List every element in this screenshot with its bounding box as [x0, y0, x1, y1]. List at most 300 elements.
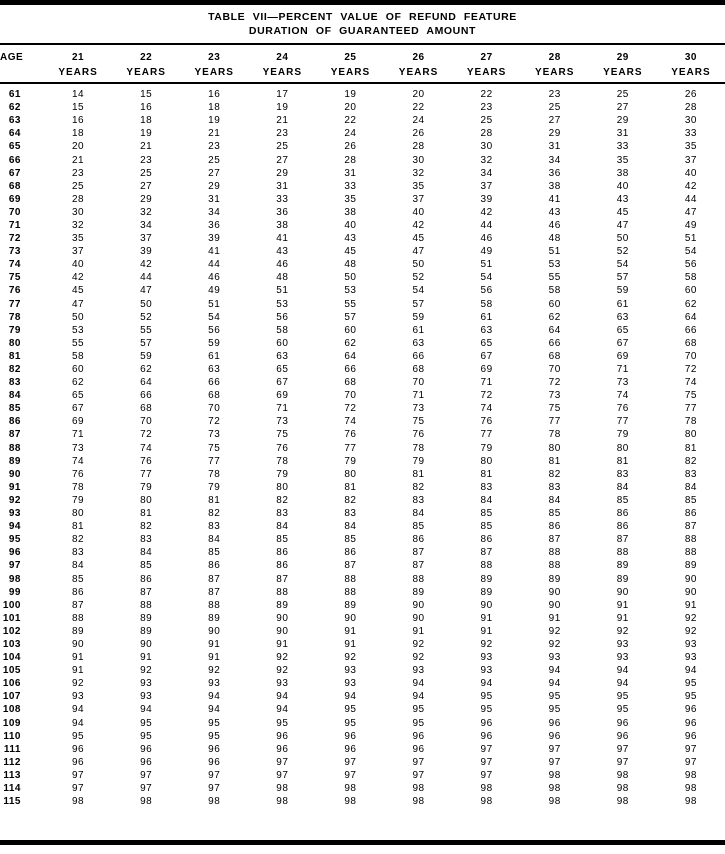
value-cell: 72 — [208, 416, 221, 428]
value-cell: 84 — [412, 508, 425, 520]
age-cell: 110 — [3, 730, 21, 742]
value-cell: 82 — [276, 494, 289, 506]
value-cell: 31 — [276, 180, 289, 192]
table-row — [0, 730, 725, 743]
value-cell: 76 — [140, 455, 153, 467]
value-cell: 32 — [412, 167, 425, 179]
value-cell: 96 — [276, 730, 289, 742]
value-cell: 94 — [344, 691, 357, 703]
value-cell: 48 — [276, 272, 289, 284]
value-cell: 53 — [344, 285, 357, 297]
value-cell: 82 — [684, 455, 697, 467]
value-cell: 50 — [140, 298, 153, 310]
value-cell: 16 — [140, 102, 153, 114]
age-cell: 67 — [8, 167, 21, 179]
value-cell: 29 — [276, 167, 289, 179]
value-cell: 49 — [480, 246, 493, 258]
value-cell: 53 — [548, 259, 561, 271]
value-cell: 71 — [276, 403, 289, 415]
value-cell: 90 — [616, 586, 629, 598]
value-cell: 79 — [71, 494, 85, 506]
value-cell: 40 — [412, 206, 425, 218]
value-cell: 94 — [412, 678, 425, 690]
value-cell: 60 — [548, 298, 561, 310]
value-cell: 37 — [140, 233, 153, 245]
value-cell: 17 — [276, 89, 289, 101]
table-row — [0, 782, 725, 795]
year-column-header-22: 22 — [140, 52, 153, 63]
value-cell: 84 — [616, 481, 629, 493]
age-cell: 102 — [2, 625, 21, 637]
value-cell: 94 — [140, 704, 153, 716]
value-cell: 94 — [480, 678, 493, 690]
table-row — [0, 468, 725, 481]
value-cell: 87 — [548, 534, 561, 546]
value-cell: 86 — [616, 521, 629, 533]
value-cell: 24 — [412, 115, 425, 127]
value-cell: 25 — [616, 89, 629, 101]
table-row — [0, 127, 725, 140]
value-cell: 92 — [412, 638, 425, 650]
value-cell: 81 — [684, 442, 697, 454]
value-cell: 46 — [548, 219, 561, 231]
value-cell: 18 — [208, 102, 221, 114]
value-cell: 93 — [616, 638, 629, 650]
value-cell: 22 — [480, 89, 493, 101]
value-cell: 56 — [208, 324, 221, 336]
value-cell: 54 — [480, 272, 493, 284]
value-cell: 92 — [548, 625, 561, 637]
value-cell: 96 — [684, 704, 697, 716]
value-cell: 42 — [412, 219, 425, 231]
value-cell: 80 — [480, 455, 493, 467]
value-cell: 96 — [616, 717, 629, 729]
year-column-unit-27: YEARS — [453, 63, 521, 83]
value-cell: 90 — [684, 573, 697, 585]
table-row — [0, 743, 725, 756]
value-cell: 74 — [684, 377, 697, 389]
age-cell: 78 — [8, 311, 21, 323]
value-cell: 34 — [208, 206, 221, 218]
value-cell: 86 — [616, 508, 629, 520]
value-cell: 22 — [412, 102, 425, 114]
value-cell: 33 — [344, 180, 357, 192]
table-row — [0, 180, 725, 193]
table-row — [0, 546, 725, 559]
age-cell: 65 — [8, 141, 21, 153]
value-cell: 97 — [480, 769, 493, 781]
table-row — [0, 402, 725, 415]
value-cell: 40 — [684, 167, 697, 179]
value-cell: 61 — [208, 350, 221, 362]
value-cell: 66 — [684, 324, 697, 336]
value-cell: 96 — [480, 717, 493, 729]
value-cell: 65 — [480, 337, 493, 349]
age-cell: 111 — [3, 743, 21, 755]
value-cell: 47 — [684, 206, 697, 218]
value-cell: 42 — [480, 206, 493, 218]
bottom-border-rule — [0, 840, 725, 845]
age-cell: 74 — [8, 259, 21, 271]
year-column-header-23: 23 — [208, 52, 221, 63]
table-row — [0, 625, 725, 638]
value-cell: 79 — [208, 481, 221, 493]
value-cell: 54 — [616, 259, 629, 271]
value-cell: 85 — [208, 547, 221, 559]
table-row — [0, 428, 725, 441]
value-cell: 26 — [344, 141, 357, 153]
value-cell: 95 — [71, 730, 85, 742]
value-cell: 97 — [140, 769, 153, 781]
value-cell: 62 — [71, 377, 85, 389]
value-cell: 23 — [480, 102, 493, 114]
value-cell: 57 — [616, 272, 629, 284]
value-cell: 95 — [140, 730, 153, 742]
value-cell: 88 — [480, 560, 493, 572]
value-cell: 93 — [71, 691, 85, 703]
value-cell: 92 — [208, 665, 221, 677]
value-cell: 51 — [276, 285, 289, 297]
value-cell: 70 — [412, 377, 425, 389]
age-cell: 95 — [8, 534, 21, 546]
value-cell: 27 — [208, 167, 221, 179]
table-row — [0, 520, 725, 533]
value-cell: 66 — [412, 350, 425, 362]
table-row — [0, 612, 725, 625]
value-cell: 97 — [208, 769, 221, 781]
year-column-unit-25: YEARS — [316, 63, 384, 83]
table-row — [0, 101, 725, 114]
value-cell: 97 — [684, 756, 697, 768]
value-cell: 98 — [616, 769, 629, 781]
value-cell: 34 — [548, 154, 561, 166]
value-cell: 87 — [208, 586, 221, 598]
value-cell: 85 — [684, 494, 697, 506]
year-column-header-30: 30 — [684, 52, 697, 63]
age-cell: 83 — [8, 377, 21, 389]
value-cell: 95 — [412, 717, 425, 729]
value-cell: 25 — [140, 167, 153, 179]
age-cell: 97 — [8, 560, 21, 572]
age-cell: 79 — [8, 324, 21, 336]
value-cell: 82 — [208, 508, 221, 520]
value-cell: 25 — [208, 154, 221, 166]
value-cell: 67 — [276, 377, 289, 389]
value-cell: 64 — [684, 311, 697, 323]
age-cell: 109 — [2, 717, 21, 729]
value-cell: 51 — [480, 259, 493, 271]
table-row — [0, 324, 725, 337]
table-row — [0, 756, 725, 769]
value-cell: 63 — [276, 350, 289, 362]
value-cell: 77 — [344, 442, 357, 454]
table-row — [0, 245, 725, 258]
value-cell: 45 — [344, 246, 357, 258]
value-cell: 68 — [412, 364, 425, 376]
value-cell: 93 — [140, 691, 153, 703]
age-cell: 106 — [2, 678, 21, 690]
value-cell: 56 — [684, 259, 697, 271]
value-cell: 26 — [412, 128, 425, 140]
value-cell: 28 — [412, 141, 425, 153]
value-cell: 98 — [480, 783, 493, 795]
value-cell: 68 — [548, 350, 561, 362]
value-cell: 50 — [344, 272, 357, 284]
value-cell: 67 — [480, 350, 493, 362]
value-cell: 98 — [616, 796, 629, 808]
value-cell: 34 — [480, 167, 493, 179]
age-cell: 62 — [8, 102, 21, 114]
value-cell: 54 — [412, 285, 425, 297]
value-cell: 49 — [684, 219, 697, 231]
age-cell: 84 — [8, 390, 21, 402]
value-cell: 23 — [208, 141, 221, 153]
year-column-unit-23: YEARS — [180, 63, 248, 83]
value-cell: 73 — [276, 416, 289, 428]
value-cell: 45 — [616, 206, 629, 218]
value-cell: 85 — [71, 573, 85, 585]
value-cell: 87 — [276, 573, 289, 585]
value-cell: 97 — [71, 783, 85, 795]
table-row — [0, 533, 725, 546]
value-cell: 37 — [684, 154, 697, 166]
value-cell: 59 — [616, 285, 629, 297]
value-cell: 84 — [140, 547, 153, 559]
table-row — [0, 232, 725, 245]
value-cell: 98 — [276, 783, 289, 795]
value-cell: 75 — [548, 403, 561, 415]
table-row — [0, 140, 725, 153]
value-cell: 94 — [276, 704, 289, 716]
value-cell: 23 — [276, 128, 289, 140]
value-cell: 24 — [344, 128, 357, 140]
value-cell: 96 — [71, 743, 85, 755]
value-cell: 76 — [480, 416, 493, 428]
value-cell: 86 — [140, 573, 153, 585]
value-cell: 42 — [684, 180, 697, 192]
value-cell: 63 — [208, 364, 221, 376]
value-cell: 83 — [616, 468, 629, 480]
value-cell: 71 — [616, 364, 629, 376]
year-column-unit-21: YEARS — [44, 63, 112, 83]
value-cell: 93 — [616, 652, 629, 664]
table-row — [0, 415, 725, 428]
value-cell: 76 — [344, 429, 357, 441]
age-cell: 100 — [2, 599, 21, 611]
value-cell: 20 — [71, 141, 85, 153]
year-column-unit-30: YEARS — [657, 63, 725, 83]
value-cell: 28 — [480, 128, 493, 140]
value-cell: 91 — [344, 625, 357, 637]
value-cell: 96 — [344, 730, 357, 742]
value-cell: 82 — [71, 534, 85, 546]
value-cell: 92 — [616, 625, 629, 637]
value-cell: 89 — [140, 625, 153, 637]
value-cell: 25 — [548, 102, 561, 114]
value-cell: 29 — [548, 128, 561, 140]
value-cell: 97 — [480, 756, 493, 768]
value-cell: 23 — [140, 154, 153, 166]
refund-feature-table — [0, 46, 725, 808]
value-cell: 94 — [276, 691, 289, 703]
value-cell: 80 — [344, 468, 357, 480]
value-cell: 27 — [616, 102, 629, 114]
value-cell: 96 — [412, 730, 425, 742]
value-cell: 85 — [412, 521, 425, 533]
value-cell: 85 — [480, 508, 493, 520]
value-cell: 98 — [71, 796, 85, 808]
table-row — [0, 337, 725, 350]
value-cell: 90 — [276, 625, 289, 637]
value-cell: 89 — [480, 573, 493, 585]
value-cell: 98 — [616, 783, 629, 795]
value-cell: 72 — [344, 403, 357, 415]
table-row — [0, 153, 725, 166]
value-cell: 67 — [616, 337, 629, 349]
value-cell: 98 — [548, 783, 561, 795]
value-cell: 90 — [480, 599, 493, 611]
year-column-unit-22: YEARS — [112, 63, 180, 83]
value-cell: 82 — [548, 468, 561, 480]
value-cell: 51 — [208, 298, 221, 310]
value-cell: 97 — [71, 769, 85, 781]
value-cell: 57 — [140, 337, 153, 349]
value-cell: 38 — [548, 180, 561, 192]
value-cell: 71 — [480, 377, 493, 389]
value-cell: 59 — [140, 350, 153, 362]
value-cell: 95 — [344, 704, 357, 716]
value-cell: 28 — [344, 154, 357, 166]
age-cell: 73 — [8, 246, 21, 258]
value-cell: 50 — [616, 233, 629, 245]
value-cell: 96 — [412, 743, 425, 755]
value-cell: 62 — [684, 298, 697, 310]
value-cell: 32 — [71, 219, 85, 231]
age-cell: 85 — [8, 403, 21, 415]
table-row — [0, 638, 725, 651]
value-cell: 41 — [276, 233, 289, 245]
value-cell: 73 — [208, 429, 221, 441]
value-cell: 89 — [548, 573, 561, 585]
value-cell: 98 — [208, 796, 221, 808]
value-cell: 94 — [71, 717, 85, 729]
value-cell: 44 — [208, 259, 221, 271]
value-cell: 44 — [140, 272, 153, 284]
table-row — [0, 690, 725, 703]
value-cell: 23 — [71, 167, 85, 179]
age-cell: 90 — [8, 468, 21, 480]
value-cell: 91 — [480, 625, 493, 637]
value-cell: 16 — [71, 115, 85, 127]
value-cell: 85 — [344, 534, 357, 546]
value-cell: 83 — [71, 547, 85, 559]
value-cell: 90 — [276, 612, 289, 624]
title-divider-rule — [0, 43, 725, 45]
value-cell: 18 — [140, 115, 153, 127]
value-cell: 73 — [412, 403, 425, 415]
value-cell: 97 — [480, 743, 493, 755]
value-cell: 95 — [208, 717, 221, 729]
value-cell: 94 — [208, 691, 221, 703]
value-cell: 92 — [548, 638, 561, 650]
value-cell: 87 — [684, 521, 697, 533]
value-cell: 18 — [71, 128, 85, 140]
table-row — [0, 651, 725, 664]
age-column-header-spacer — [0, 63, 44, 83]
value-cell: 62 — [548, 311, 561, 323]
value-cell: 74 — [616, 390, 629, 402]
value-cell: 98 — [684, 783, 697, 795]
age-cell: 93 — [8, 508, 21, 520]
value-cell: 95 — [616, 691, 629, 703]
value-cell: 81 — [208, 494, 221, 506]
value-cell: 69 — [616, 350, 629, 362]
value-cell: 86 — [276, 560, 289, 572]
age-cell: 63 — [8, 115, 21, 127]
value-cell: 30 — [480, 141, 493, 153]
value-cell: 60 — [344, 324, 357, 336]
value-cell: 74 — [344, 416, 357, 428]
age-cell: 92 — [8, 494, 21, 506]
value-cell: 21 — [71, 154, 85, 166]
table-row — [0, 193, 725, 206]
age-cell: 70 — [8, 206, 21, 218]
value-cell: 71 — [412, 390, 425, 402]
value-cell: 55 — [548, 272, 561, 284]
value-cell: 35 — [412, 180, 425, 192]
year-column-unit-28: YEARS — [521, 63, 589, 83]
value-cell: 68 — [208, 390, 221, 402]
value-cell: 19 — [344, 89, 357, 101]
value-cell: 76 — [616, 403, 629, 415]
value-cell: 70 — [548, 364, 561, 376]
age-cell: 88 — [8, 442, 21, 454]
age-cell: 69 — [8, 193, 21, 205]
value-cell: 87 — [344, 560, 357, 572]
value-cell: 43 — [616, 193, 629, 205]
value-cell: 81 — [548, 455, 561, 467]
value-cell: 72 — [480, 390, 493, 402]
value-cell: 20 — [344, 102, 357, 114]
table-row — [0, 572, 725, 585]
age-cell: 104 — [2, 652, 21, 664]
table-row — [0, 481, 725, 494]
value-cell: 79 — [412, 455, 425, 467]
table-body — [0, 83, 725, 808]
value-cell: 91 — [208, 638, 221, 650]
value-cell: 94 — [548, 678, 561, 690]
age-cell: 107 — [2, 691, 21, 703]
value-cell: 77 — [684, 403, 697, 415]
table-row — [0, 769, 725, 782]
value-cell: 85 — [140, 560, 153, 572]
value-cell: 86 — [344, 547, 357, 559]
value-cell: 52 — [140, 311, 153, 323]
table-title-line1: TABLE VII—PERCENT VALUE OF REFUND FEATURE — [208, 11, 517, 23]
value-cell: 96 — [140, 743, 153, 755]
value-cell: 72 — [140, 429, 153, 441]
value-cell: 29 — [140, 193, 153, 205]
value-cell: 52 — [412, 272, 425, 284]
value-cell: 48 — [548, 233, 561, 245]
value-cell: 45 — [71, 285, 85, 297]
value-cell: 36 — [276, 206, 289, 218]
value-cell: 90 — [548, 586, 561, 598]
value-cell: 81 — [140, 508, 153, 520]
value-cell: 90 — [412, 599, 425, 611]
value-cell: 56 — [276, 311, 289, 323]
value-cell: 93 — [344, 665, 357, 677]
